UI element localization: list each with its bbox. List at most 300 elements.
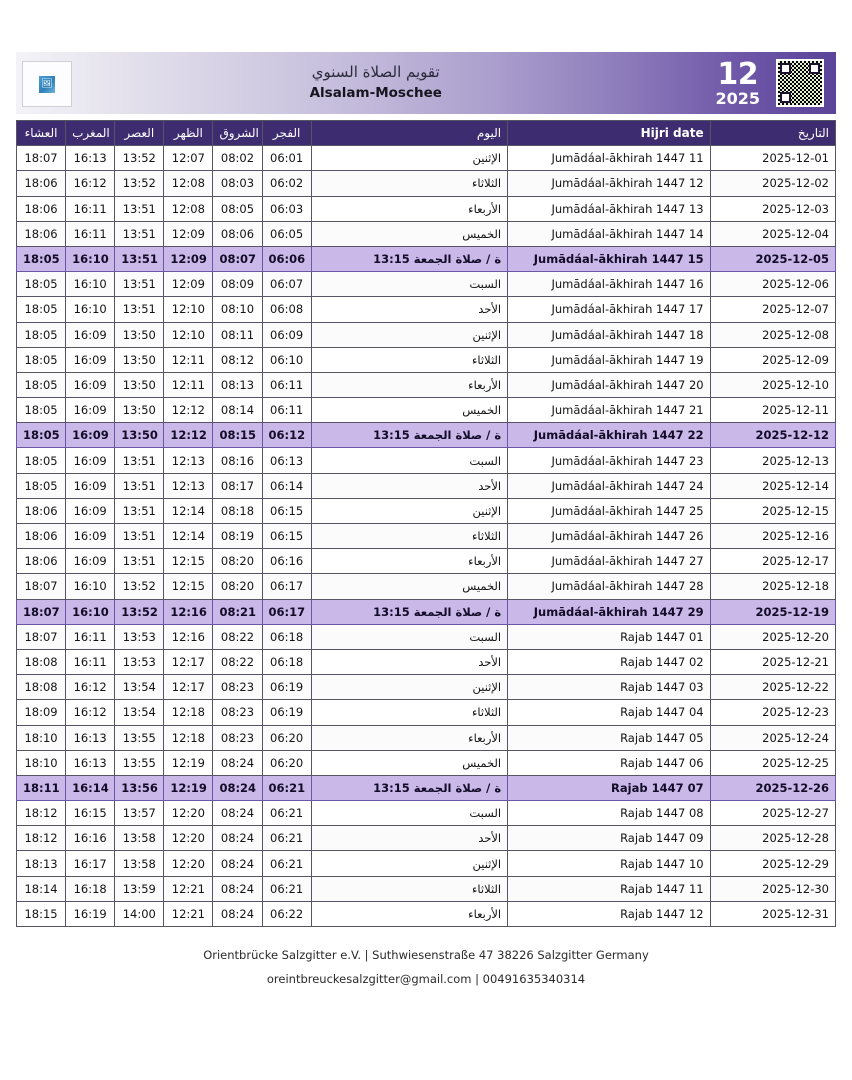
cell-dhuhr: 12:14 bbox=[164, 498, 213, 523]
table-row bbox=[17, 473, 836, 498]
cell-day: الإثنين bbox=[311, 851, 507, 876]
cell-fajr: 06:21 bbox=[262, 876, 311, 901]
cell-hijri-date: Jumādáal-ākhirah 1447 19 bbox=[508, 347, 710, 372]
cell-maghrib: 16:10 bbox=[66, 297, 115, 322]
cell-fajr: 06:19 bbox=[262, 700, 311, 725]
column-header-maghrib: المغرب bbox=[66, 121, 115, 146]
cell-dhuhr: 12:12 bbox=[164, 398, 213, 423]
cell-asr: 13:54 bbox=[115, 700, 164, 725]
cell-hijri-date: Jumādáal-ākhirah 1447 26 bbox=[508, 524, 710, 549]
cell-maghrib: 16:09 bbox=[66, 398, 115, 423]
cell-dhuhr: 12:20 bbox=[164, 826, 213, 851]
image-placeholder-icon: 🖼 bbox=[39, 76, 55, 93]
cell-dhuhr: 12:12 bbox=[164, 423, 213, 448]
cell-asr: 13:58 bbox=[115, 851, 164, 876]
cell-gregorian-date: 2025-12-29 bbox=[710, 851, 835, 876]
cell-gregorian-date: 2025-12-10 bbox=[710, 372, 835, 397]
cell-hijri-date: Jumādáal-ākhirah 1447 21 bbox=[508, 398, 710, 423]
prayer-times-table bbox=[16, 120, 836, 927]
cell-hijri-date: Jumādáal-ākhirah 1447 18 bbox=[508, 322, 710, 347]
cell-isha: 18:12 bbox=[17, 826, 66, 851]
cell-shuruq: 08:10 bbox=[213, 297, 262, 322]
column-header-dhuhr: الظهر bbox=[164, 121, 213, 146]
cell-fajr: 06:18 bbox=[262, 624, 311, 649]
cell-fajr: 06:10 bbox=[262, 347, 311, 372]
cell-shuruq: 08:22 bbox=[213, 624, 262, 649]
cell-isha: 18:10 bbox=[17, 725, 66, 750]
table-row bbox=[17, 372, 836, 397]
cell-gregorian-date: 2025-12-15 bbox=[710, 498, 835, 523]
cell-maghrib: 16:16 bbox=[66, 826, 115, 851]
cell-asr: 13:50 bbox=[115, 398, 164, 423]
cell-fajr: 06:07 bbox=[262, 272, 311, 297]
table-row bbox=[17, 801, 836, 826]
cell-hijri-date: Jumādáal-ākhirah 1447 12 bbox=[508, 171, 710, 196]
cell-shuruq: 08:09 bbox=[213, 272, 262, 297]
cell-fajr: 06:13 bbox=[262, 448, 311, 473]
cell-hijri-date: Jumādáal-ākhirah 1447 27 bbox=[508, 549, 710, 574]
cell-fajr: 06:01 bbox=[262, 146, 311, 171]
cell-day: الأحد bbox=[311, 473, 507, 498]
cell-shuruq: 08:19 bbox=[213, 524, 262, 549]
table-row bbox=[17, 347, 836, 372]
cell-dhuhr: 12:13 bbox=[164, 448, 213, 473]
cell-shuruq: 08:05 bbox=[213, 196, 262, 221]
cell-dhuhr: 12:17 bbox=[164, 675, 213, 700]
cell-gregorian-date: 2025-12-13 bbox=[710, 448, 835, 473]
cell-day: ة / صلاة الجمعة 13:15 bbox=[311, 775, 507, 800]
cell-shuruq: 08:15 bbox=[213, 423, 262, 448]
cell-isha: 18:05 bbox=[17, 322, 66, 347]
month-year-block bbox=[715, 56, 760, 108]
cell-gregorian-date: 2025-12-23 bbox=[710, 700, 835, 725]
cell-fajr: 06:21 bbox=[262, 801, 311, 826]
table-row bbox=[17, 196, 836, 221]
cell-asr: 13:51 bbox=[115, 524, 164, 549]
cell-dhuhr: 12:16 bbox=[164, 624, 213, 649]
cell-hijri-date: Jumādáal-ākhirah 1447 20 bbox=[508, 372, 710, 397]
cell-hijri-date: Rajab 1447 10 bbox=[508, 851, 710, 876]
cell-hijri-date: Rajab 1447 06 bbox=[508, 750, 710, 775]
cell-asr: 13:51 bbox=[115, 448, 164, 473]
cell-gregorian-date: 2025-12-27 bbox=[710, 801, 835, 826]
column-header-day: اليوم bbox=[311, 121, 507, 146]
cell-isha: 18:05 bbox=[17, 246, 66, 271]
cell-fajr: 06:19 bbox=[262, 675, 311, 700]
cell-gregorian-date: 2025-12-11 bbox=[710, 398, 835, 423]
cell-isha: 18:06 bbox=[17, 498, 66, 523]
cell-shuruq: 08:20 bbox=[213, 574, 262, 599]
column-header-shuruq: الشروق bbox=[213, 121, 262, 146]
cell-fajr: 06:17 bbox=[262, 599, 311, 624]
cell-maghrib: 16:13 bbox=[66, 750, 115, 775]
cell-asr: 13:51 bbox=[115, 473, 164, 498]
cell-isha: 18:06 bbox=[17, 196, 66, 221]
cell-maghrib: 16:13 bbox=[66, 725, 115, 750]
cell-hijri-date: Jumādáal-ākhirah 1447 29 bbox=[508, 599, 710, 624]
table-row bbox=[17, 297, 836, 322]
table-row bbox=[17, 624, 836, 649]
cell-shuruq: 08:22 bbox=[213, 649, 262, 674]
cell-shuruq: 08:24 bbox=[213, 826, 262, 851]
cell-gregorian-date: 2025-12-08 bbox=[710, 322, 835, 347]
cell-fajr: 06:11 bbox=[262, 372, 311, 397]
cell-dhuhr: 12:07 bbox=[164, 146, 213, 171]
cell-fajr: 06:05 bbox=[262, 221, 311, 246]
cell-maghrib: 16:11 bbox=[66, 221, 115, 246]
cell-isha: 18:05 bbox=[17, 297, 66, 322]
cell-hijri-date: Rajab 1447 01 bbox=[508, 624, 710, 649]
cell-asr: 13:51 bbox=[115, 196, 164, 221]
table-row bbox=[17, 700, 836, 725]
cell-hijri-date: Rajab 1447 04 bbox=[508, 700, 710, 725]
cell-day: الأربعاء bbox=[311, 901, 507, 926]
cell-dhuhr: 12:09 bbox=[164, 272, 213, 297]
cell-day: ة / صلاة الجمعة 13:15 bbox=[311, 423, 507, 448]
cell-day: الثلاثاء bbox=[311, 171, 507, 196]
cell-day: السبت bbox=[311, 801, 507, 826]
cell-isha: 18:10 bbox=[17, 750, 66, 775]
cell-hijri-date: Jumādáal-ākhirah 1447 25 bbox=[508, 498, 710, 523]
cell-isha: 18:13 bbox=[17, 851, 66, 876]
cell-dhuhr: 12:16 bbox=[164, 599, 213, 624]
cell-gregorian-date: 2025-12-19 bbox=[710, 599, 835, 624]
table-row bbox=[17, 675, 836, 700]
cell-hijri-date: Rajab 1447 05 bbox=[508, 725, 710, 750]
cell-gregorian-date: 2025-12-31 bbox=[710, 901, 835, 926]
cell-asr: 13:52 bbox=[115, 574, 164, 599]
cell-fajr: 06:15 bbox=[262, 498, 311, 523]
table-header-row bbox=[17, 121, 836, 146]
cell-dhuhr: 12:10 bbox=[164, 297, 213, 322]
cell-fajr: 06:17 bbox=[262, 574, 311, 599]
table-row bbox=[17, 322, 836, 347]
cell-asr: 13:51 bbox=[115, 549, 164, 574]
month-number: 12 bbox=[717, 56, 759, 92]
cell-asr: 13:55 bbox=[115, 750, 164, 775]
cell-isha: 18:05 bbox=[17, 473, 66, 498]
cell-gregorian-date: 2025-12-18 bbox=[710, 574, 835, 599]
cell-shuruq: 08:24 bbox=[213, 801, 262, 826]
cell-dhuhr: 12:09 bbox=[164, 221, 213, 246]
cell-gregorian-date: 2025-12-21 bbox=[710, 649, 835, 674]
cell-dhuhr: 12:10 bbox=[164, 322, 213, 347]
cell-maghrib: 16:09 bbox=[66, 347, 115, 372]
cell-day: الإثنين bbox=[311, 146, 507, 171]
table-row bbox=[17, 775, 836, 800]
cell-isha: 18:14 bbox=[17, 876, 66, 901]
cell-hijri-date: Jumādáal-ākhirah 1447 17 bbox=[508, 297, 710, 322]
cell-dhuhr: 12:15 bbox=[164, 574, 213, 599]
table-row bbox=[17, 901, 836, 926]
cell-fajr: 06:03 bbox=[262, 196, 311, 221]
column-header-gregorian-date: التاريخ bbox=[710, 121, 835, 146]
cell-gregorian-date: 2025-12-01 bbox=[710, 146, 835, 171]
table-head bbox=[17, 121, 836, 146]
cell-shuruq: 08:23 bbox=[213, 700, 262, 725]
table-row bbox=[17, 524, 836, 549]
cell-hijri-date: Jumādáal-ākhirah 1447 13 bbox=[508, 196, 710, 221]
cell-shuruq: 08:20 bbox=[213, 549, 262, 574]
cell-hijri-date: Rajab 1447 08 bbox=[508, 801, 710, 826]
table-row bbox=[17, 725, 836, 750]
cell-dhuhr: 12:13 bbox=[164, 473, 213, 498]
cell-maghrib: 16:15 bbox=[66, 801, 115, 826]
cell-gregorian-date: 2025-12-06 bbox=[710, 272, 835, 297]
cell-maghrib: 16:09 bbox=[66, 423, 115, 448]
cell-day: الخميس bbox=[311, 750, 507, 775]
cell-day: الإثنين bbox=[311, 675, 507, 700]
cell-hijri-date: Rajab 1447 11 bbox=[508, 876, 710, 901]
cell-asr: 13:50 bbox=[115, 347, 164, 372]
cell-asr: 13:50 bbox=[115, 322, 164, 347]
cell-day: الأربعاء bbox=[311, 549, 507, 574]
table-row bbox=[17, 876, 836, 901]
cell-shuruq: 08:13 bbox=[213, 372, 262, 397]
cell-gregorian-date: 2025-12-05 bbox=[710, 246, 835, 271]
table-row bbox=[17, 599, 836, 624]
cell-asr: 13:57 bbox=[115, 801, 164, 826]
cell-shuruq: 08:07 bbox=[213, 246, 262, 271]
cell-day: الثلاثاء bbox=[311, 876, 507, 901]
page-title-latin: Alsalam-Moschee bbox=[309, 85, 442, 102]
cell-shuruq: 08:18 bbox=[213, 498, 262, 523]
cell-day: الأحد bbox=[311, 649, 507, 674]
cell-fajr: 06:18 bbox=[262, 649, 311, 674]
cell-shuruq: 08:24 bbox=[213, 775, 262, 800]
cell-gregorian-date: 2025-12-25 bbox=[710, 750, 835, 775]
cell-maghrib: 16:11 bbox=[66, 196, 115, 221]
cell-fajr: 06:14 bbox=[262, 473, 311, 498]
cell-maghrib: 16:09 bbox=[66, 448, 115, 473]
cell-isha: 18:07 bbox=[17, 624, 66, 649]
mosque-logo bbox=[22, 61, 72, 107]
cell-day: الأحد bbox=[311, 297, 507, 322]
cell-fajr: 06:06 bbox=[262, 246, 311, 271]
cell-maghrib: 16:12 bbox=[66, 675, 115, 700]
cell-asr: 14:00 bbox=[115, 901, 164, 926]
cell-day: الثلاثاء bbox=[311, 700, 507, 725]
cell-shuruq: 08:24 bbox=[213, 750, 262, 775]
cell-isha: 18:06 bbox=[17, 221, 66, 246]
table-row bbox=[17, 398, 836, 423]
cell-fajr: 06:11 bbox=[262, 398, 311, 423]
cell-maghrib: 16:09 bbox=[66, 473, 115, 498]
cell-shuruq: 08:24 bbox=[213, 876, 262, 901]
cell-shuruq: 08:06 bbox=[213, 221, 262, 246]
cell-day: الأربعاء bbox=[311, 725, 507, 750]
cell-shuruq: 08:21 bbox=[213, 599, 262, 624]
cell-fajr: 06:16 bbox=[262, 549, 311, 574]
cell-hijri-date: Jumādáal-ākhirah 1447 24 bbox=[508, 473, 710, 498]
page-footer bbox=[16, 943, 836, 991]
table-row bbox=[17, 272, 836, 297]
cell-asr: 13:54 bbox=[115, 675, 164, 700]
table-row bbox=[17, 221, 836, 246]
cell-isha: 18:05 bbox=[17, 448, 66, 473]
cell-dhuhr: 12:15 bbox=[164, 549, 213, 574]
cell-asr: 13:52 bbox=[115, 171, 164, 196]
cell-maghrib: 16:10 bbox=[66, 246, 115, 271]
cell-shuruq: 08:14 bbox=[213, 398, 262, 423]
cell-hijri-date: Rajab 1447 12 bbox=[508, 901, 710, 926]
cell-fajr: 06:20 bbox=[262, 725, 311, 750]
cell-fajr: 06:20 bbox=[262, 750, 311, 775]
column-header-hijri-date: Hijri date bbox=[508, 121, 710, 146]
cell-asr: 13:52 bbox=[115, 599, 164, 624]
cell-maghrib: 16:12 bbox=[66, 700, 115, 725]
cell-isha: 18:08 bbox=[17, 649, 66, 674]
cell-dhuhr: 12:21 bbox=[164, 876, 213, 901]
cell-isha: 18:11 bbox=[17, 775, 66, 800]
cell-isha: 18:07 bbox=[17, 574, 66, 599]
cell-gregorian-date: 2025-12-14 bbox=[710, 473, 835, 498]
cell-dhuhr: 12:21 bbox=[164, 901, 213, 926]
cell-asr: 13:55 bbox=[115, 725, 164, 750]
cell-isha: 18:08 bbox=[17, 675, 66, 700]
cell-shuruq: 08:23 bbox=[213, 675, 262, 700]
cell-shuruq: 08:02 bbox=[213, 146, 262, 171]
cell-shuruq: 08:24 bbox=[213, 851, 262, 876]
cell-maghrib: 16:09 bbox=[66, 549, 115, 574]
cell-dhuhr: 12:19 bbox=[164, 775, 213, 800]
cell-day: الخميس bbox=[311, 221, 507, 246]
cell-isha: 18:09 bbox=[17, 700, 66, 725]
cell-shuruq: 08:11 bbox=[213, 322, 262, 347]
cell-fajr: 06:02 bbox=[262, 171, 311, 196]
cell-asr: 13:51 bbox=[115, 221, 164, 246]
cell-day: الثلاثاء bbox=[311, 524, 507, 549]
cell-fajr: 06:22 bbox=[262, 901, 311, 926]
cell-gregorian-date: 2025-12-22 bbox=[710, 675, 835, 700]
cell-fajr: 06:12 bbox=[262, 423, 311, 448]
table-row bbox=[17, 750, 836, 775]
cell-isha: 18:05 bbox=[17, 347, 66, 372]
cell-asr: 13:51 bbox=[115, 498, 164, 523]
table-row bbox=[17, 146, 836, 171]
cell-hijri-date: Rajab 1447 07 bbox=[508, 775, 710, 800]
cell-shuruq: 08:03 bbox=[213, 171, 262, 196]
cell-hijri-date: Jumādáal-ākhirah 1447 23 bbox=[508, 448, 710, 473]
header-title-group bbox=[72, 52, 715, 114]
cell-isha: 18:06 bbox=[17, 171, 66, 196]
qr-code-icon bbox=[776, 59, 824, 107]
cell-dhuhr: 12:11 bbox=[164, 372, 213, 397]
table-row bbox=[17, 549, 836, 574]
cell-asr: 13:50 bbox=[115, 372, 164, 397]
cell-day: الأربعاء bbox=[311, 372, 507, 397]
cell-asr: 13:51 bbox=[115, 272, 164, 297]
table-row bbox=[17, 498, 836, 523]
cell-isha: 18:07 bbox=[17, 599, 66, 624]
cell-gregorian-date: 2025-12-03 bbox=[710, 196, 835, 221]
cell-day: الخميس bbox=[311, 574, 507, 599]
page-title-arabic: تقويم الصلاة السنوي bbox=[311, 62, 440, 81]
cell-maghrib: 16:09 bbox=[66, 498, 115, 523]
cell-hijri-date: Jumādáal-ākhirah 1447 16 bbox=[508, 272, 710, 297]
cell-dhuhr: 12:09 bbox=[164, 246, 213, 271]
cell-gregorian-date: 2025-12-16 bbox=[710, 524, 835, 549]
cell-maghrib: 16:09 bbox=[66, 372, 115, 397]
cell-fajr: 06:21 bbox=[262, 826, 311, 851]
cell-dhuhr: 12:14 bbox=[164, 524, 213, 549]
cell-shuruq: 08:23 bbox=[213, 725, 262, 750]
cell-shuruq: 08:12 bbox=[213, 347, 262, 372]
cell-maghrib: 16:10 bbox=[66, 574, 115, 599]
cell-gregorian-date: 2025-12-07 bbox=[710, 297, 835, 322]
cell-maghrib: 16:11 bbox=[66, 649, 115, 674]
cell-hijri-date: Rajab 1447 02 bbox=[508, 649, 710, 674]
cell-fajr: 06:21 bbox=[262, 775, 311, 800]
cell-shuruq: 08:17 bbox=[213, 473, 262, 498]
column-header-asr: العصر bbox=[115, 121, 164, 146]
table-row bbox=[17, 826, 836, 851]
cell-dhuhr: 12:11 bbox=[164, 347, 213, 372]
cell-maghrib: 16:09 bbox=[66, 524, 115, 549]
cell-maghrib: 16:09 bbox=[66, 322, 115, 347]
cell-dhuhr: 12:19 bbox=[164, 750, 213, 775]
cell-day: ة / صلاة الجمعة 13:15 bbox=[311, 599, 507, 624]
cell-hijri-date: Rajab 1447 03 bbox=[508, 675, 710, 700]
cell-maghrib: 16:10 bbox=[66, 599, 115, 624]
cell-fajr: 06:09 bbox=[262, 322, 311, 347]
cell-dhuhr: 12:18 bbox=[164, 700, 213, 725]
table-row bbox=[17, 574, 836, 599]
header-meta-group bbox=[715, 52, 836, 114]
cell-dhuhr: 12:08 bbox=[164, 171, 213, 196]
cell-day: الأحد bbox=[311, 826, 507, 851]
cell-day: الخميس bbox=[311, 398, 507, 423]
footer-address-line: Orientbrücke Salzgitter e.V. | Suthwiesenstraße 47 38226 Salzgitter Germany bbox=[203, 948, 649, 962]
cell-isha: 18:12 bbox=[17, 801, 66, 826]
cell-day: الثلاثاء bbox=[311, 347, 507, 372]
cell-fajr: 06:15 bbox=[262, 524, 311, 549]
cell-maghrib: 16:13 bbox=[66, 146, 115, 171]
cell-hijri-date: Jumādáal-ākhirah 1447 14 bbox=[508, 221, 710, 246]
cell-shuruq: 08:16 bbox=[213, 448, 262, 473]
cell-hijri-date: Rajab 1447 09 bbox=[508, 826, 710, 851]
cell-day: الإثنين bbox=[311, 498, 507, 523]
year-number: 2025 bbox=[715, 88, 760, 108]
footer-contact-line: oreintbreuckesalzgitter@gmail.com | 00491635340314 bbox=[266, 972, 586, 987]
cell-isha: 18:05 bbox=[17, 372, 66, 397]
cell-dhuhr: 12:18 bbox=[164, 725, 213, 750]
cell-day: السبت bbox=[311, 272, 507, 297]
cell-hijri-date: Jumādáal-ākhirah 1447 15 bbox=[508, 246, 710, 271]
cell-day: الأربعاء bbox=[311, 196, 507, 221]
table-row bbox=[17, 246, 836, 271]
cell-asr: 13:56 bbox=[115, 775, 164, 800]
cell-asr: 13:51 bbox=[115, 246, 164, 271]
cell-dhuhr: 12:20 bbox=[164, 801, 213, 826]
cell-maghrib: 16:14 bbox=[66, 775, 115, 800]
cell-asr: 13:50 bbox=[115, 423, 164, 448]
cell-dhuhr: 12:08 bbox=[164, 196, 213, 221]
cell-maghrib: 16:17 bbox=[66, 851, 115, 876]
cell-hijri-date: Jumādáal-ākhirah 1447 22 bbox=[508, 423, 710, 448]
cell-maghrib: 16:12 bbox=[66, 171, 115, 196]
cell-dhuhr: 12:20 bbox=[164, 851, 213, 876]
cell-shuruq: 08:24 bbox=[213, 901, 262, 926]
cell-isha: 18:07 bbox=[17, 146, 66, 171]
table-row bbox=[17, 851, 836, 876]
cell-asr: 13:58 bbox=[115, 826, 164, 851]
cell-maghrib: 16:18 bbox=[66, 876, 115, 901]
cell-maghrib: 16:10 bbox=[66, 272, 115, 297]
table-row bbox=[17, 448, 836, 473]
cell-maghrib: 16:19 bbox=[66, 901, 115, 926]
cell-gregorian-date: 2025-12-12 bbox=[710, 423, 835, 448]
